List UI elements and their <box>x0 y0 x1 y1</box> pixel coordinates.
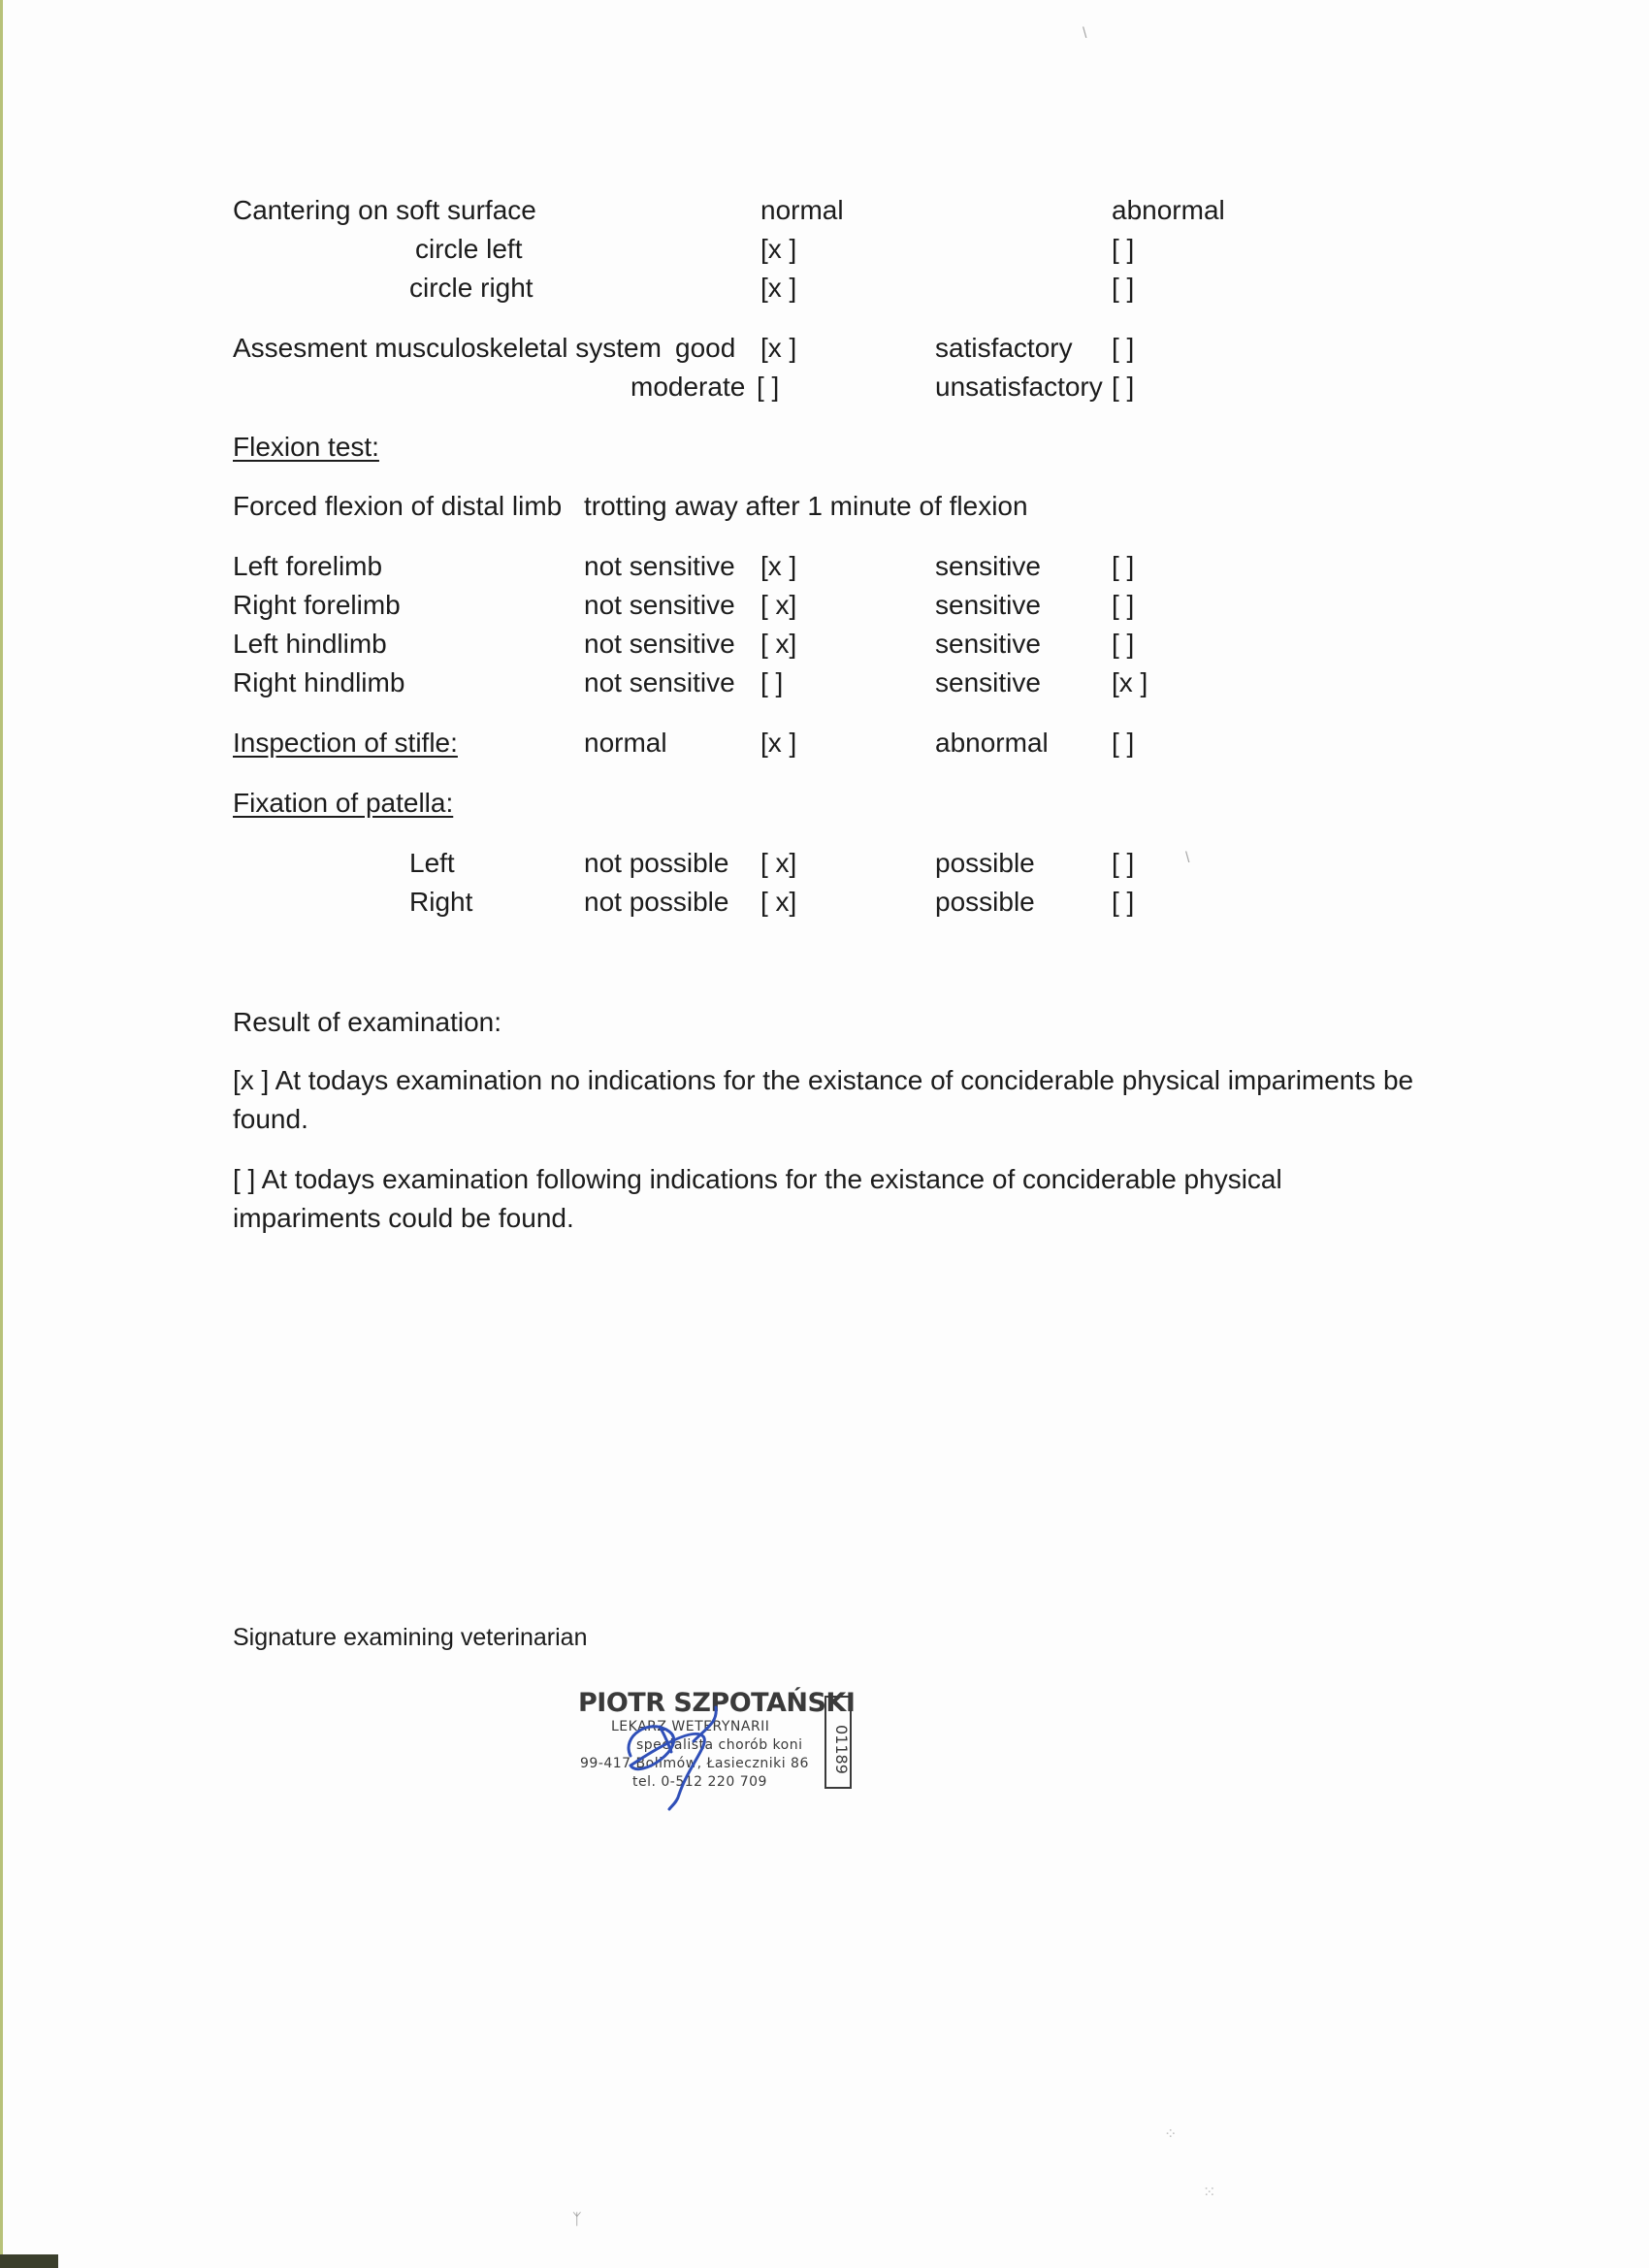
result-heading: Result of examination: <box>233 1007 502 1037</box>
cantering-row-abnormal-checkbox: [ ] <box>1112 234 1135 264</box>
flexion-sensitive-checkbox: [x ] <box>1112 667 1148 697</box>
stifle-normal-label: normal <box>584 728 667 758</box>
flexion-not-sensitive-label: not sensitive <box>584 629 735 659</box>
flexion-sensitive-label: sensitive <box>935 590 1041 620</box>
flexion-sensitive-checkbox: [ ] <box>1112 629 1135 659</box>
flexion-limb-label: Left forelimb <box>233 551 383 581</box>
result-option-no-impairments: [x ] At todays examination no indications for the existance of conciderable physical impariments be found. <box>233 1065 1414 1134</box>
cantering-col-abnormal: abnormal <box>1112 195 1225 225</box>
cantering-row-label: circle left <box>415 234 523 264</box>
stamp-line: tel. 0-512 220 709 <box>632 1774 767 1790</box>
stamp-line: 99-417 Bolimów, Łasieczniki 86 <box>580 1756 809 1771</box>
flexion-limb-label: Right hindlimb <box>233 667 405 697</box>
assessment-unsatisfactory-label: unsatisfactory <box>935 372 1103 402</box>
flexion-sensitive-checkbox: [ ] <box>1112 590 1135 620</box>
signature-label: Signature examining veterinarian <box>233 1624 588 1651</box>
assessment-good-checkbox: [x ] <box>760 333 797 363</box>
stamp-number: 01189 <box>832 1725 851 1774</box>
flexion-not-sensitive-checkbox: [ x] <box>760 590 797 620</box>
flexion-not-sensitive-label: not sensitive <box>584 590 735 620</box>
patella-not-possible-checkbox: [ x] <box>760 887 797 917</box>
cantering-row-normal-checkbox: [x ] <box>760 234 797 264</box>
assessment-moderate-checkbox: [ ] <box>757 372 780 402</box>
scan-speck: ⁘ <box>1164 2126 1178 2143</box>
flexion-sensitive-label: sensitive <box>935 551 1041 581</box>
cantering-title: Cantering on soft surface <box>233 195 536 225</box>
flexion-not-sensitive-label: not sensitive <box>584 551 735 581</box>
flexion-forced-label: Forced flexion of distal limb <box>233 491 563 521</box>
scan-speck: \ <box>1083 25 1087 42</box>
cantering-row-label: circle right <box>409 273 534 303</box>
flexion-not-sensitive-label: not sensitive <box>584 667 735 697</box>
stifle-abnormal-label: abnormal <box>935 728 1049 758</box>
patella-not-possible-checkbox: [ x] <box>760 848 797 878</box>
stifle-normal-checkbox: [x ] <box>760 728 797 758</box>
assessment-unsatisfactory-checkbox: [ ] <box>1112 372 1135 402</box>
stifle-abnormal-checkbox: [ ] <box>1112 728 1135 758</box>
cantering-row-normal-checkbox: [x ] <box>760 273 797 303</box>
flexion-not-sensitive-checkbox: [ ] <box>760 667 784 697</box>
stamp-name: PIOTR SZPOTAŃSKI <box>578 1688 856 1718</box>
flexion-sensitive-label: sensitive <box>935 667 1041 697</box>
patella-side-label: Left <box>409 848 455 878</box>
patella-not-possible-label: not possible <box>584 887 729 917</box>
cantering-row-abnormal-checkbox: [ ] <box>1112 273 1135 303</box>
flexion-heading: Flexion test: <box>233 432 379 462</box>
assessment-satisfactory-label: satisfactory <box>935 333 1073 363</box>
flexion-sensitive-checkbox: [ ] <box>1112 551 1135 581</box>
scan-edge-left <box>0 0 3 2268</box>
result-option-impairments-found: [ ] At todays examination following indications for the existance of conciderable physical impariments could be found. <box>233 1164 1282 1233</box>
scan-speck: ⁙ <box>1203 2185 1216 2201</box>
flexion-limb-label: Left hindlimb <box>233 629 387 659</box>
stifle-heading: Inspection of stifle: <box>233 728 458 758</box>
flexion-not-sensitive-checkbox: [x ] <box>760 551 797 581</box>
scan-speck: \ <box>1185 850 1190 866</box>
patella-not-possible-label: not possible <box>584 848 729 878</box>
flexion-limb-label: Right forelimb <box>233 590 401 620</box>
assessment-good-label: good <box>675 333 736 363</box>
patella-possible-checkbox: [ ] <box>1112 887 1135 917</box>
patella-possible-checkbox: [ ] <box>1112 848 1135 878</box>
patella-side-label: Right <box>409 887 473 917</box>
assessment-moderate-label: moderate <box>630 372 746 402</box>
patella-heading: Fixation of patella: <box>233 788 454 818</box>
assessment-label: Assesment musculoskeletal system <box>233 333 662 363</box>
scan-speck: ᛉ <box>572 2212 582 2228</box>
cantering-col-normal: normal <box>760 195 844 225</box>
handwritten-signature <box>601 1688 766 1814</box>
flexion-sensitive-label: sensitive <box>935 629 1041 659</box>
stamp-line: LEKARZ WETERYNARII <box>611 1719 770 1734</box>
flexion-not-sensitive-checkbox: [ x] <box>760 629 797 659</box>
assessment-satisfactory-checkbox: [ ] <box>1112 333 1135 363</box>
scan-edge-bottom <box>0 2254 58 2268</box>
patella-possible-label: possible <box>935 887 1035 917</box>
patella-possible-label: possible <box>935 848 1035 878</box>
flexion-forced-description: trotting away after 1 minute of flexion <box>584 491 1028 521</box>
stamp-line: specjalista chorób koni <box>636 1737 803 1753</box>
